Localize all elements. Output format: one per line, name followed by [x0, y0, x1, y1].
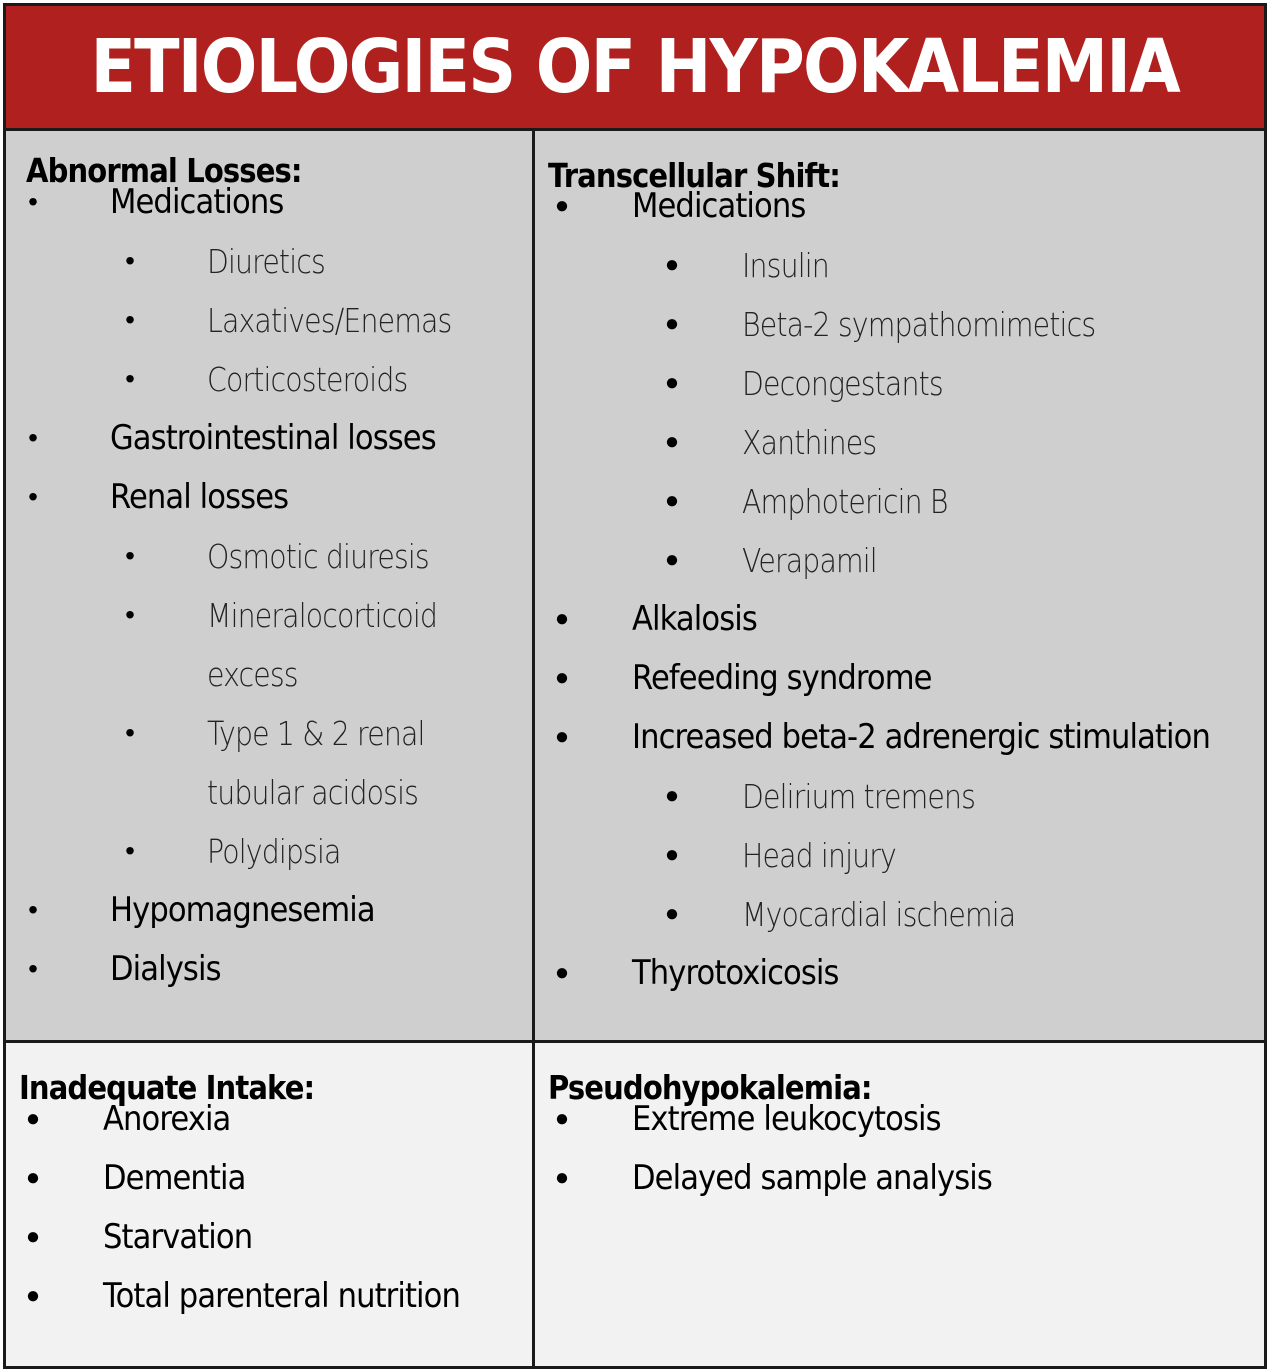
list-item-text: Medications: [110, 182, 284, 222]
sub-list-item: [535, 473, 1264, 529]
bullet-icon: •: [125, 717, 135, 748]
sub-list-item: [6, 233, 532, 289]
list-item: [6, 1150, 532, 1206]
sub-list-item: [6, 764, 532, 820]
bullet-icon: •: [28, 894, 38, 925]
title-bar: [6, 6, 1264, 131]
list-item-text: Beta-2 sympathomimetics: [742, 304, 1096, 344]
list-item-text: Amphotericin B: [742, 481, 948, 521]
bullet-icon: •: [125, 304, 135, 335]
bullet-icon: ●: [554, 1105, 570, 1132]
list-item-text: Delirium tremens: [742, 776, 976, 816]
cell-pseudohypokalemia: [535, 1043, 1264, 1366]
sub-list-item: [6, 587, 532, 643]
list-item-text: Xanthines: [742, 422, 877, 462]
bullet-icon: ●: [664, 369, 680, 396]
list-item-text: tubular acidosis: [207, 772, 419, 812]
section-heading: Abnormal Losses:: [26, 151, 302, 190]
etiologies-table: [3, 3, 1267, 1369]
list-item: [6, 941, 532, 997]
list-item: [535, 709, 1264, 765]
bullet-icon: ●: [554, 664, 570, 691]
list-item-text: Decongestants: [742, 363, 943, 403]
list-item-text: Hypomagnesemia: [110, 890, 375, 930]
bullet-icon: ●: [664, 546, 680, 573]
sub-list-item: [535, 827, 1264, 883]
list-item: [535, 945, 1264, 1001]
list-item-text: Head injury: [742, 835, 896, 875]
bullet-icon: ●: [25, 1282, 41, 1309]
sub-list-item: [6, 646, 532, 702]
bullet-icon: ●: [554, 723, 570, 750]
list-item: [6, 469, 532, 525]
bullet-icon: ●: [664, 782, 680, 809]
list-item-text: Osmotic diuresis: [207, 536, 429, 576]
bullet-icon: ●: [664, 487, 680, 514]
list-item: [6, 1268, 532, 1324]
sub-list-item: [535, 237, 1264, 293]
list-item: [6, 882, 532, 938]
bullet-icon: ●: [664, 251, 680, 278]
list-item-text: Myocardial ischemia: [742, 894, 1016, 934]
section-heading: Inadequate Intake:: [19, 1068, 315, 1107]
list-item-text: Thyrotoxicosis: [632, 953, 839, 993]
bullet-icon: •: [125, 835, 135, 866]
bullet-icon: ●: [664, 428, 680, 455]
sub-list-item: [6, 292, 532, 348]
list-item-text: Alkalosis: [632, 599, 757, 639]
list-item-text: Refeeding syndrome: [632, 658, 932, 698]
list-item-text: Starvation: [103, 1217, 253, 1257]
list-item-text: Medications: [632, 186, 806, 226]
list-item: [6, 410, 532, 466]
list-item: [535, 591, 1264, 647]
list-item-text: Renal losses: [110, 477, 289, 517]
list-item-text: Dialysis: [110, 949, 221, 989]
list-item: [6, 1209, 532, 1265]
bullet-icon: •: [125, 599, 135, 630]
sub-list-item: [6, 823, 532, 879]
list-item: [6, 174, 532, 230]
sub-list-item: [6, 528, 532, 584]
page-title: ETIOLOGIES OF HYPOKALEMIA: [90, 24, 1180, 110]
list-item-text: Corticosteroids: [207, 359, 408, 399]
list-item-text: Laxatives/Enemas: [207, 300, 452, 340]
bullet-icon: •: [28, 422, 38, 453]
cell-inadequate-intake: [6, 1043, 535, 1366]
list-item-text: Polydipsia: [207, 831, 341, 871]
bullet-icon: ●: [25, 1223, 41, 1250]
cell-transcellular-shift: [535, 131, 1264, 1043]
bullet-icon: ●: [25, 1164, 41, 1191]
bullet-icon: ●: [554, 192, 570, 219]
list-item-text: Increased beta-2 adrenergic stimulation: [632, 717, 1210, 757]
list-item-text: Diuretics: [207, 241, 325, 281]
sub-list-item: [535, 296, 1264, 352]
list-item-text: Gastrointestinal losses: [110, 418, 436, 458]
section-heading: Pseudohypokalemia:: [548, 1068, 872, 1107]
section-heading: Transcellular Shift:: [548, 156, 841, 195]
list-item: [6, 1091, 532, 1147]
bullet-icon: •: [125, 540, 135, 571]
sub-list-item: [535, 532, 1264, 588]
sub-list-item: [6, 705, 532, 761]
bullet-icon: •: [28, 481, 38, 512]
bullet-icon: •: [28, 953, 38, 984]
list-item: [535, 1150, 1264, 1206]
bullet-icon: ●: [554, 1164, 570, 1191]
bullet-icon: ●: [664, 310, 680, 337]
sub-list-item: [6, 351, 532, 407]
list-item: [535, 178, 1264, 234]
sub-list-item: [535, 886, 1264, 942]
list-item: [535, 650, 1264, 706]
list-item-text: Anorexia: [103, 1099, 231, 1139]
list-item-text: Delayed sample analysis: [632, 1158, 992, 1198]
bullet-icon: ●: [664, 841, 680, 868]
bullet-icon: ●: [25, 1105, 41, 1132]
sub-list-item: [535, 414, 1264, 470]
cell-abnormal-losses: [6, 131, 535, 1043]
list-item-text: Extreme leukocytosis: [632, 1099, 941, 1139]
sub-list-item: [535, 355, 1264, 411]
list-item-text: Total parenteral nutrition: [103, 1276, 460, 1316]
list-item-text: excess: [207, 654, 298, 694]
bullet-icon: •: [125, 363, 135, 394]
bullet-icon: ●: [664, 900, 680, 927]
bullet-icon: ●: [554, 959, 570, 986]
bullet-icon: •: [125, 245, 135, 276]
bullet-icon: ●: [554, 605, 570, 632]
list-item-text: Dementia: [103, 1158, 246, 1198]
list-item-text: Type 1 & 2 renal: [207, 713, 425, 753]
bullet-icon: •: [28, 186, 38, 217]
sub-list-item: [535, 768, 1264, 824]
list-item: [535, 1091, 1264, 1147]
list-item-text: Mineralocorticoid: [207, 595, 438, 635]
list-item-text: Verapamil: [742, 540, 877, 580]
list-item-text: Insulin: [742, 245, 829, 285]
